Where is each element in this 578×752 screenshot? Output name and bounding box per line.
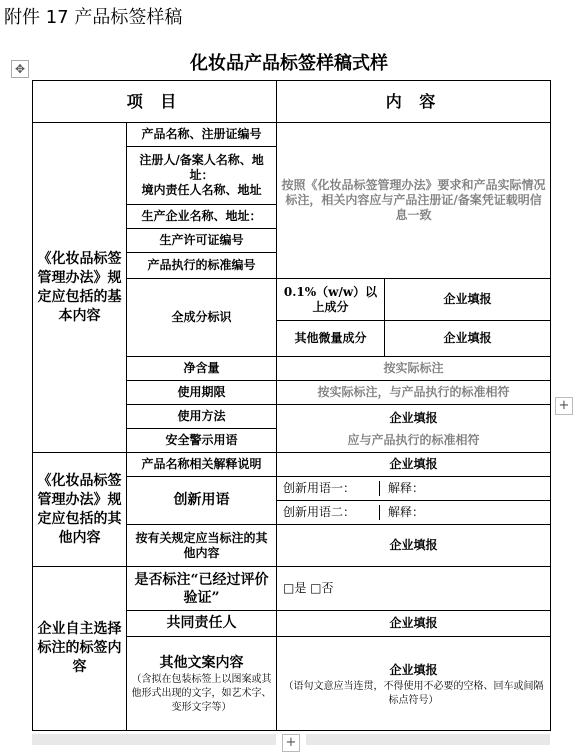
shelf-life-value: 按实际标注，与产品执行的标准相符 bbox=[277, 381, 551, 405]
group-basic-content: 《化妆品标签管理办法》规定应包括的基本内容 bbox=[33, 123, 127, 453]
row-new-terms: 创新用语 bbox=[127, 477, 277, 525]
bottom-bar-right bbox=[306, 734, 550, 745]
other-copy-value bbox=[277, 637, 551, 731]
registrant-line-1: 注册人/备案人名称、地址： bbox=[139, 153, 264, 182]
ingredients-trace-fill: 企业填报 bbox=[385, 321, 551, 357]
bottom-bar-left bbox=[32, 734, 276, 745]
usage-warning-fill: 企业填报 bbox=[389, 410, 438, 425]
basic-info-note: 按照《化妆品标签管理办法》要求和产品实际情况标注，相关内容应与产品注册证/备案凭证载明信息一致 bbox=[277, 123, 551, 279]
evaluated-checkboxes[interactable]: □是 □否 bbox=[277, 567, 551, 611]
other-copy-note: （含拟在包装标签上以图案或其他形式出现的文字，如艺术字、变形文字等） bbox=[131, 673, 272, 713]
co-responsible-fill: 企业填报 bbox=[277, 611, 551, 637]
new-term-1 bbox=[277, 477, 551, 501]
name-explain-fill: 企业填报 bbox=[277, 453, 551, 477]
row-license: 生产许可证编号 bbox=[127, 229, 277, 253]
attachment-heading: 附件 17 产品标签样稿 bbox=[4, 7, 183, 28]
ingredients-trace: 其他微量成分 bbox=[277, 321, 385, 357]
usage-warning-note: 应与产品执行的标准相符 bbox=[347, 432, 480, 447]
new-term-2-label: 创新用语二： bbox=[277, 505, 380, 520]
table-header-row bbox=[33, 81, 551, 123]
row-net-content: 净含量 bbox=[127, 357, 277, 381]
other-copy-label: 其他文案内容 bbox=[159, 654, 244, 671]
row-other-required: 按有关规定应当标注的其他内容 bbox=[127, 525, 277, 567]
header-item: 项 目 bbox=[33, 81, 277, 123]
net-content-value: 按实际标注 bbox=[277, 357, 551, 381]
ingredients-above-01: 0.1%（w/w）以上成分 bbox=[277, 279, 385, 321]
new-term-1-label: 创新用语一： bbox=[277, 481, 380, 496]
label-template-table bbox=[32, 80, 551, 731]
row-other-copy bbox=[127, 637, 277, 731]
new-term-2-explain: 解释： bbox=[388, 505, 425, 519]
other-copy-fill: 企业填报 bbox=[389, 662, 438, 677]
row-evaluated: 是否标注“已经过评价验证” bbox=[127, 567, 277, 611]
row-standard: 产品执行的标准编号 bbox=[127, 253, 277, 279]
ingredients-above-fill: 企业填报 bbox=[385, 279, 551, 321]
add-column-icon[interactable]: + bbox=[555, 397, 573, 415]
row-ingredients: 全成分标识 bbox=[127, 279, 277, 357]
row-shelf-life: 使用期限 bbox=[127, 381, 277, 405]
row-warning: 安全警示用语 bbox=[127, 429, 277, 453]
group-optional: 企业自主选择标注的标签内容 bbox=[33, 567, 127, 731]
other-required-fill: 企业填报 bbox=[277, 525, 551, 567]
header-content: 内 容 bbox=[277, 81, 551, 123]
new-term-1-explain: 解释： bbox=[388, 481, 425, 495]
group-other-required: 《化妆品标签管理办法》规定应包括的其他内容 bbox=[33, 453, 127, 567]
registrant-line-2: 境内责任人名称、地址 bbox=[141, 183, 262, 197]
new-term-2 bbox=[277, 501, 551, 525]
document-title: 化妆品产品标签样稿式样 bbox=[190, 53, 388, 74]
row-name-reg: 产品名称、注册证编号 bbox=[127, 123, 277, 147]
row-co-responsible: 共同责任人 bbox=[127, 611, 277, 637]
add-row-icon[interactable]: + bbox=[282, 734, 300, 752]
table-move-handle-icon[interactable]: ✥ bbox=[11, 60, 29, 78]
row-producer: 生产企业名称、地址： bbox=[127, 205, 277, 229]
row-registrant bbox=[127, 147, 277, 205]
usage-warning-value bbox=[277, 405, 551, 453]
row-name-explain: 产品名称相关解释说明 bbox=[127, 453, 277, 477]
other-copy-rule: （语句文意应当连贯，不得使用不必要的空格、回车或间隔标点符号） bbox=[283, 680, 544, 706]
row-usage: 使用方法 bbox=[127, 405, 277, 429]
